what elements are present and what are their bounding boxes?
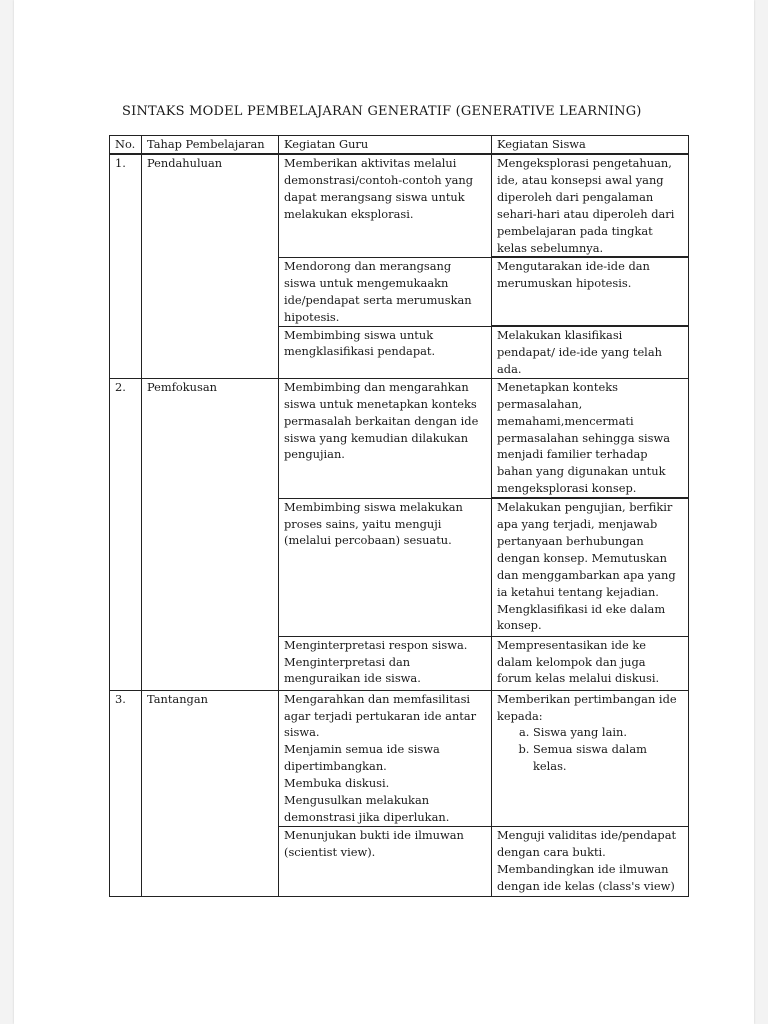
guru-line: Menjamin semua ide siswa dipertimbangkan.: [284, 742, 440, 774]
stage-name: Tantangan: [142, 690, 279, 896]
stage-name: Pemfokusan: [142, 378, 279, 690]
header-kegiatan-siswa: Kegiatan Siswa: [492, 136, 689, 155]
kegiatan-siswa-cell: Melakukan klasifikasi pendapat/ ide-ide yang telah ada.: [492, 326, 689, 378]
header-kegiatan-guru: Kegiatan Guru: [279, 136, 492, 155]
list-item: b. Semua siswa dalam kelas.: [533, 741, 683, 775]
table-row: [110, 154, 689, 257]
kegiatan-guru-cell: Membimbing siswa untuk mengklasifikasi pendapat.: [279, 326, 492, 378]
header-tahap: Tahap Pembelajaran: [142, 136, 279, 155]
kegiatan-guru-cell: Membimbing siswa melakukan proses sains, yaitu menguji (melalui percobaan) sesuatu.: [279, 498, 492, 636]
kegiatan-siswa-cell: Menetapkan konteks permasalahan, memahami,mencermati permasalahan sehingga siswa menjadi familier terhadap bahan yang digunakan untuk mengeksplorasi konsep.: [492, 378, 689, 498]
guru-line: Membuka diskusi.: [284, 776, 390, 791]
kegiatan-siswa-cell: [492, 690, 689, 826]
stage-number: 3.: [110, 690, 142, 896]
header-no: No.: [110, 136, 142, 155]
document-title: SINTAKS MODEL PEMBELAJARAN GENERATIF (GENERATIVE LEARNING): [122, 104, 642, 119]
table-header-row: [110, 136, 689, 155]
table-row: [110, 690, 689, 826]
kegiatan-guru-cell: [279, 690, 492, 826]
kegiatan-guru-cell: Mendorong dan merangsang siswa untuk mengemukaakn ide/pendapat serta merumuskan hipotesis.: [279, 257, 492, 326]
kegiatan-guru-cell: Membimbing dan mengarahkan siswa untuk menetapkan konteks permasalah berkaitan dengan ide siswa yang kemudian dilakukan pengujian.: [279, 378, 492, 498]
list-item: a. Siswa yang lain.: [533, 724, 683, 741]
kegiatan-siswa-cell: Menguji validitas ide/pendapat dengan cara bukti. Membandingkan ide ilmuwan dengan ide kelas (class's view): [492, 826, 689, 896]
siswa-list: [497, 724, 683, 775]
kegiatan-guru-cell: Memberikan aktivitas melalui demonstrasi/contoh-contoh yang dapat merangsang siswa untuk melakukan eksplorasi.: [279, 154, 492, 257]
stage-number: 1.: [110, 154, 142, 378]
kegiatan-siswa-cell: Melakukan pengujian, berfikir apa yang terjadi, menjawab pertanyaan berhubungan dengan konsep. Memutuskan dan menggambarkan apa yang ia ketahui tentang kejadian. Mengklasifikasi id eke dalam konsep.: [492, 498, 689, 636]
document-page: [14, 0, 754, 1024]
syntax-table: [109, 135, 689, 897]
kegiatan-guru-cell: Menunjukan bukti ide ilmuwan (scientist view).: [279, 826, 492, 896]
kegiatan-guru-cell: Menginterpretasi respon siswa. Menginterpretasi dan menguraikan ide siswa.: [279, 636, 492, 690]
table-row: [110, 378, 689, 498]
kegiatan-siswa-cell: Mengutarakan ide-ide dan merumuskan hipotesis.: [492, 257, 689, 326]
stage-name: Pendahuluan: [142, 154, 279, 378]
kegiatan-siswa-cell: Mempresentasikan ide ke dalam kelompok dan juga forum kelas melalui diskusi.: [492, 636, 689, 690]
stage-number: 2.: [110, 378, 142, 690]
kegiatan-siswa-cell: Mengeksplorasi pengetahuan, ide, atau konsepsi awal yang diperoleh dari pengalaman sehari-hari atau diperoleh dari pembelajaran pada tingkat kelas sebelumnya.: [492, 154, 689, 257]
guru-line: Mengarahkan dan memfasilitasi agar terjadi pertukaran ide antar siswa.: [284, 691, 477, 740]
guru-line: Mengusulkan melakukan demonstrasi jika diperlukan.: [284, 793, 450, 824]
siswa-intro: Memberikan pertimbangan ide kepada:: [497, 691, 677, 723]
